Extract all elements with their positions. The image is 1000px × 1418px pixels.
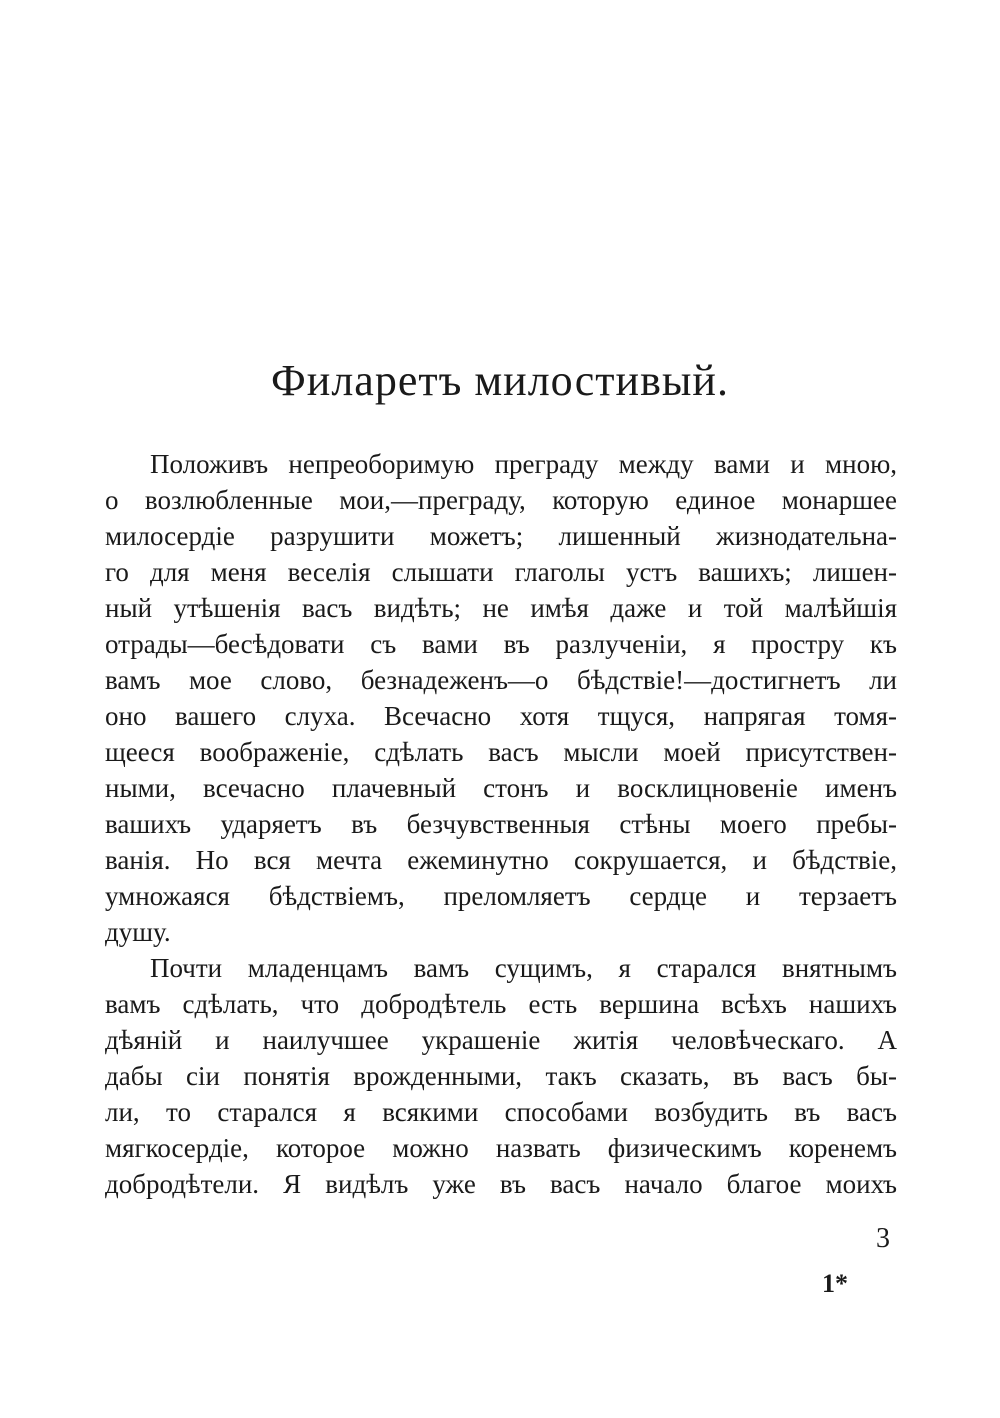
text-line: щееся воображеніе, сдѣлать васъ мысли моей присутствен- xyxy=(105,737,897,767)
text-line: го для меня веселія слышати глаголы устъ вашихъ; лишен- xyxy=(105,557,897,587)
text-line: милосердіе разрушити можетъ; лишенный жизнодательна- xyxy=(105,521,897,551)
paragraph-1 xyxy=(105,446,897,950)
text-line: дѣяній и наилучшее украшеніе житія человѣческаго. А xyxy=(105,1025,897,1055)
text-line: вамъ мое слово, безнадеженъ—о бѣдствіе!—достигнетъ ли xyxy=(105,665,897,695)
text-line: вашихъ ударяетъ въ безчувственныя стѣны моего пребы- xyxy=(105,809,897,839)
text-line: ными, всечасно плачевный стонъ и восклицновеніе именъ xyxy=(105,773,897,803)
page-number: 3 xyxy=(876,1223,890,1254)
text-line: дабы сіи понятія врожденными, такъ сказать, въ васъ бы- xyxy=(105,1061,897,1091)
signature-mark: 1* xyxy=(822,1269,848,1298)
paragraph-2 xyxy=(105,950,897,1202)
text-line: добродѣтели. Я видѣлъ уже въ васъ начало благое моихъ xyxy=(105,1169,897,1199)
text-line: душу. xyxy=(105,917,171,947)
text-line: Почти младенцамъ вамъ сущимъ, я старался внятнымъ xyxy=(150,953,897,983)
text-line: ный утѣшенія васъ видѣть; не имѣя даже и той малѣйшія xyxy=(105,593,897,623)
text-line: отрады—бесѣдовати съ вами въ разлученіи, я простру къ xyxy=(105,629,897,659)
text-line: оно вашего слуха. Всечасно хотя тщуся, напрягая томя- xyxy=(105,701,897,731)
text-line: мягкосердіе, которое можно назвать физическимъ коренемъ xyxy=(105,1133,897,1163)
chapter-title: Филаретъ милостивый. xyxy=(271,356,729,405)
text-line: вамъ сдѣлать, что добродѣтель есть вершина всѣхъ нашихъ xyxy=(105,989,897,1019)
body-text xyxy=(105,446,897,1202)
text-line: ли, то старался я всякими способами возбудить въ васъ xyxy=(105,1097,897,1127)
text-line: ванія. Но вся мечта ежеминутно сокрушается, и бѣдствіе, xyxy=(105,845,897,875)
text-line: умножаяся бѣдствіемъ, преломляетъ сердце и терзаетъ xyxy=(105,881,897,911)
text-line: Положивъ непреоборимую преграду между вами и мною, xyxy=(150,449,897,479)
text-line: о возлюбленные мои,—преграду, которую единое монаршее xyxy=(105,485,897,515)
